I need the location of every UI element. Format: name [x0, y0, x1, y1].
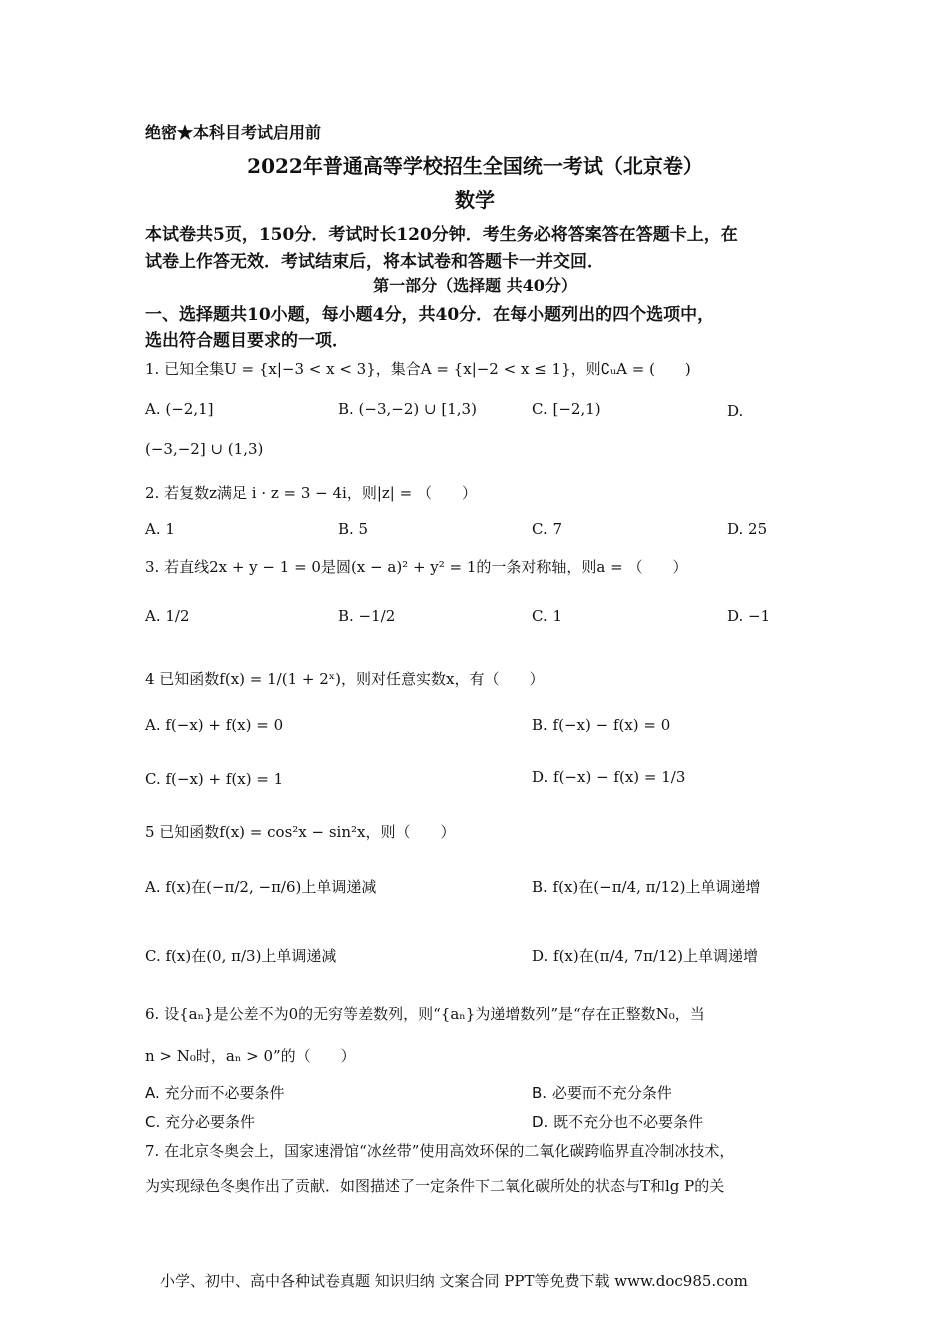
q1-option-d: D. — [727, 402, 744, 420]
exam-subject: 数学 — [455, 188, 495, 212]
q5-stem: 5 已知函数f(x) = cos²x − sin²x，则（ ） — [145, 823, 456, 841]
q1-option-b: B. (−3,−2) ∪ [1,3) — [338, 400, 477, 418]
q6-option-d: D. 既不充分也不必要条件 — [532, 1113, 704, 1131]
q2-option-c: C. 7 — [532, 520, 563, 538]
q5-option-c: C. f(x)在(0, π/3)上单调递减 — [145, 947, 337, 965]
q2-option-b: B. 5 — [338, 520, 369, 538]
q3-option-c: C. 1 — [532, 607, 563, 625]
q2-option-a: A. 1 — [145, 520, 175, 538]
page-footer: 小学、初中、高中各种试卷真题 知识归纳 文案合同 PPT等免费下载 www.doc985.com — [160, 1272, 748, 1290]
q6-stem-line-1: 6. 设{aₙ}是公差不为0的无穷等差数列，则“{aₙ}为递增数列”是“存在正整数N₀，当 — [145, 1005, 705, 1023]
q3-option-d: D. −1 — [727, 607, 771, 625]
q4-stem: 4 已知函数f(x) = 1/(1 + 2ˣ)，则对任意实数x，有（ ） — [145, 670, 545, 688]
secret-notice: 绝密★本科目考试启用前 — [145, 123, 322, 142]
q5-option-d: D. f(x)在(π/4, 7π/12)上单调递增 — [532, 947, 758, 965]
q4-option-d: D. f(−x) − f(x) = 1/3 — [532, 768, 686, 786]
q7-stem-line-2: 为实现绿色冬奥作出了贡献．如图描述了一定条件下二氧化碳所处的状态与T和lg P的关 — [145, 1177, 725, 1195]
q4-option-c: C. f(−x) + f(x) = 1 — [145, 770, 284, 788]
q5-option-b: B. f(x)在(−π/4, π/12)上单调递增 — [532, 878, 761, 896]
q3-option-b: B. −1/2 — [338, 607, 396, 625]
intro-line-2: 试卷上作答无效．考试结束后，将本试卷和答题卡一并交回． — [145, 252, 604, 272]
exam-title: 2022年普通高等学校招生全国统一考试（北京卷） — [247, 154, 703, 178]
q4-option-b: B. f(−x) − f(x) = 0 — [532, 716, 671, 734]
q3-stem: 3. 若直线2x + y − 1 = 0是圆(x − a)² + y² = 1的一条对称轴，则a = （ ） — [145, 558, 688, 576]
q1-option-c: C. [−2,1) — [532, 400, 601, 418]
q4-option-a: A. f(−x) + f(x) = 0 — [145, 716, 284, 734]
section-one-line-2: 选出符合题目要求的一项． — [145, 331, 349, 351]
q7-stem-line-1: 7. 在北京冬奥会上，国家速滑馆“冰丝带”使用高效环保的二氧化碳跨临界直冷制冰技术， — [145, 1142, 735, 1160]
q1-option-a: A. (−2,1] — [145, 400, 214, 418]
q6-option-c: C. 充分必要条件 — [145, 1113, 256, 1131]
q6-option-b: B. 必要而不充分条件 — [532, 1084, 672, 1102]
q5-option-a: A. f(x)在(−π/2, −π/6)上单调递减 — [145, 878, 377, 896]
q6-stem-line-2: n > N₀时，aₙ > 0”的（ ） — [145, 1047, 356, 1065]
q1-stem: 1. 已知全集U = {x|−3 < x < 3}，集合A = {x|−2 < x ≤ 1}，则∁ᵤA = ( ) — [145, 360, 691, 378]
q2-option-d: D. 25 — [727, 520, 768, 538]
part-one-heading: 第一部分（选择题 共40分） — [373, 276, 577, 295]
q6-option-a: A. 充分而不必要条件 — [145, 1084, 285, 1102]
section-one-line-1: 一、选择题共10小题，每小题4分，共40分．在每小题列出的四个选项中， — [145, 305, 715, 325]
intro-line-1: 本试卷共5页，150分．考试时长120分钟．考生务必将答案答在答题卡上，在 — [145, 225, 738, 245]
q3-option-a: A. 1/2 — [145, 607, 190, 625]
q2-stem: 2. 若复数z满足 i · z = 3 − 4i，则|z| = （ ） — [145, 484, 477, 502]
q1-option-d-value: (−3,−2] ∪ (1,3) — [145, 440, 264, 458]
